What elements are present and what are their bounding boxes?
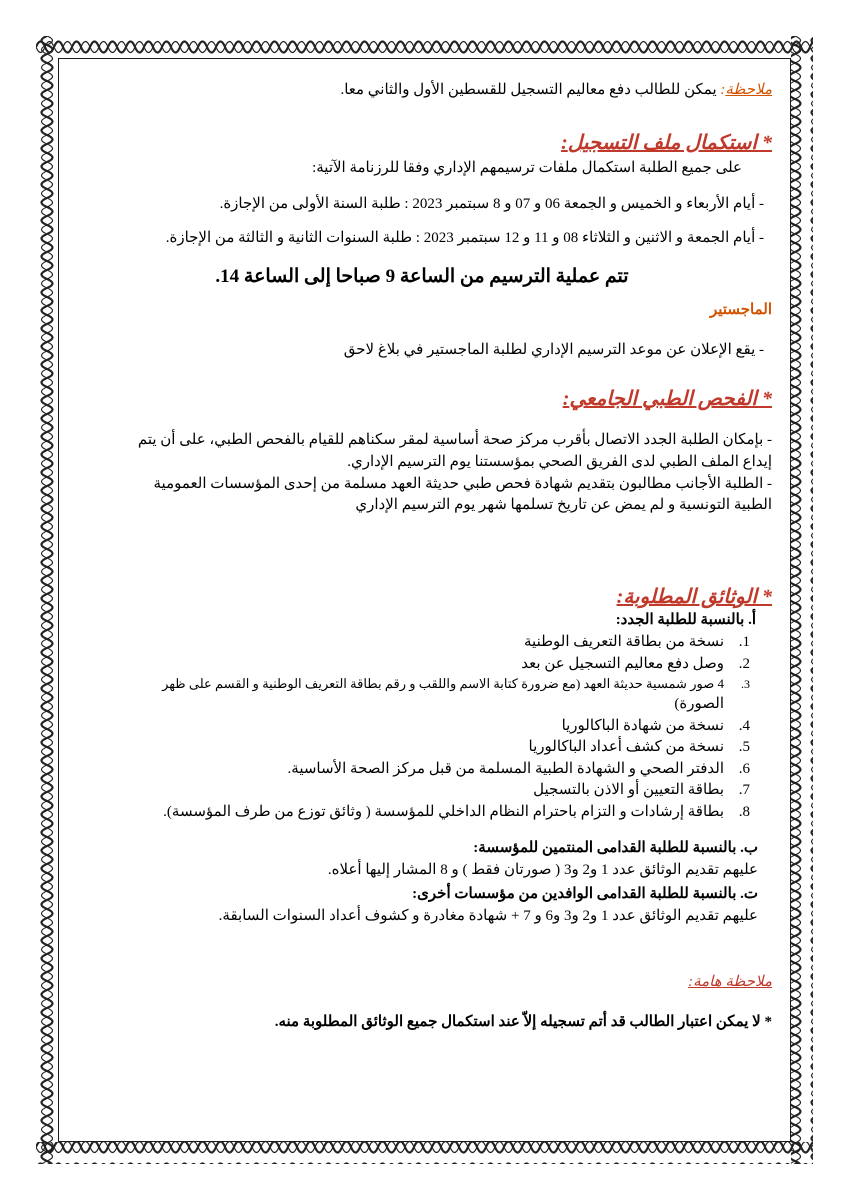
registration-intro: على جميع الطلبة استكمال ملفات ترسيمهم الإداري وفقا للرزنامة الآتية: (312, 160, 742, 176)
document-item: 4.نسخة من شهادة الباكالوريا (561, 717, 750, 734)
master-title: الماجستير (710, 302, 772, 318)
section-title-registration: * استكمال ملف التسجيل: (561, 132, 772, 154)
documents-list (72, 632, 772, 823)
medical-paragraph: - بإمكان الطلبة الجدد الاتصال بأقرب مركز صحة أساسية لمقر سكناهم للقيام بالفحص الطبي، على أن يتم إيداع الملف الطبي لدى الفريق الصحي بمؤسستنا يوم الترسيم الإداري. - الطلبة الأجانب مطالبون بتقديم شهادة فحص طبي حديثة العهد مسلمة من إحدى المؤسسات العمومية الطبية التونسية و لم يمض عن تاريخ تسلمها شهر يوم الترسيم الإداري (137, 432, 772, 514)
document-item: 6.الدفتر الصحي و الشهادة الطبية المسلمة من قبل مركز الصحة الأساسية. (287, 760, 750, 777)
section-title-documents: * الوثائق المطلوبة: (616, 586, 772, 608)
document-item: 3.4 صور شمسية حديثة العهد (مع ضرورة كتابة الاسم واللقب و رقم بطاقة التعريف الوطنية و القسم على ظهر (162, 676, 750, 692)
section-title-medical: * الفحص الطبي الجامعي: (562, 388, 772, 410)
sub-new-students: أ. بالنسبة للطلبة الجدد: (615, 612, 756, 628)
document-item: 2.وصل دفع معاليم التسجيل عن بعد (521, 655, 750, 672)
schedule-first-year: - أيام الأربعاء و الخميس و الجمعة 06 و 07 و 8 سبتمبر 2023 : طلبة السنة الأولى من الإجازة. (72, 194, 772, 214)
note-label: ملاحظة (725, 82, 772, 98)
document-item: 5.نسخة من كشف أعداد الباكالوريا (528, 739, 750, 756)
important-note-text: * لا يمكن اعتبار الطالب قد أتم تسجيله إلاّ عند استكمال جميع الوثائق المطلوبة منه. (274, 1014, 772, 1030)
note-text: يمكن للطالب دفع معاليم التسجيل للقسطين الأول والثاني معا. (340, 82, 717, 98)
registration-hours: تتم عملية الترسيم من الساعة 9 صباحا إلى الساعة 14. (215, 266, 629, 287)
document-item: 8.بطاقة إرشادات و التزام باحترام النظام الداخلي للمؤسسة ( وثائق توزع من طرف المؤسسة). (163, 803, 750, 820)
sub-old-students: ب. بالنسبة للطلبة القدامى المنتمين للمؤسسة: (473, 840, 758, 856)
sub-transfer-students: ت. بالنسبة للطلبة القدامى الوافدين من مؤسسات أخرى: (412, 886, 758, 902)
document-item: 7.بطاقة التعيين أو الاذن بالتسجيل (533, 782, 750, 799)
document-item: 1.نسخة من بطاقة التعريف الوطنية (524, 634, 750, 650)
transfer-students-docs: عليهم تقديم الوثائق عدد 1 و2 و3 و6 و 7 + شهادة مغادرة و كشوف أعداد السنوات السابقة. (218, 908, 758, 924)
document-item: الصورة) (674, 695, 724, 712)
note-registration-fees: ملاحظة: يمكن للطالب دفع معاليم التسجيل للقسطين الأول والثاني معا. (340, 82, 772, 98)
master-announcement: - يقع الإعلان عن موعد الترسيم الإداري لطلبة الماجستير في بلاغ لاحق (72, 340, 772, 360)
schedule-other-years: - أيام الجمعة و الاثنين و الثلاثاء 08 و 11 و 12 سبتمبر 2023 : طلبة السنوات الثانية و الثالثة من الإجازة. (72, 228, 772, 248)
old-students-docs: عليهم تقديم الوثائق عدد 1 و2 و3 ( صورتان فقط ) و 8 المشار إليها أعلاه. (327, 862, 758, 878)
important-note-label: ملاحظة هامة: (688, 974, 772, 990)
